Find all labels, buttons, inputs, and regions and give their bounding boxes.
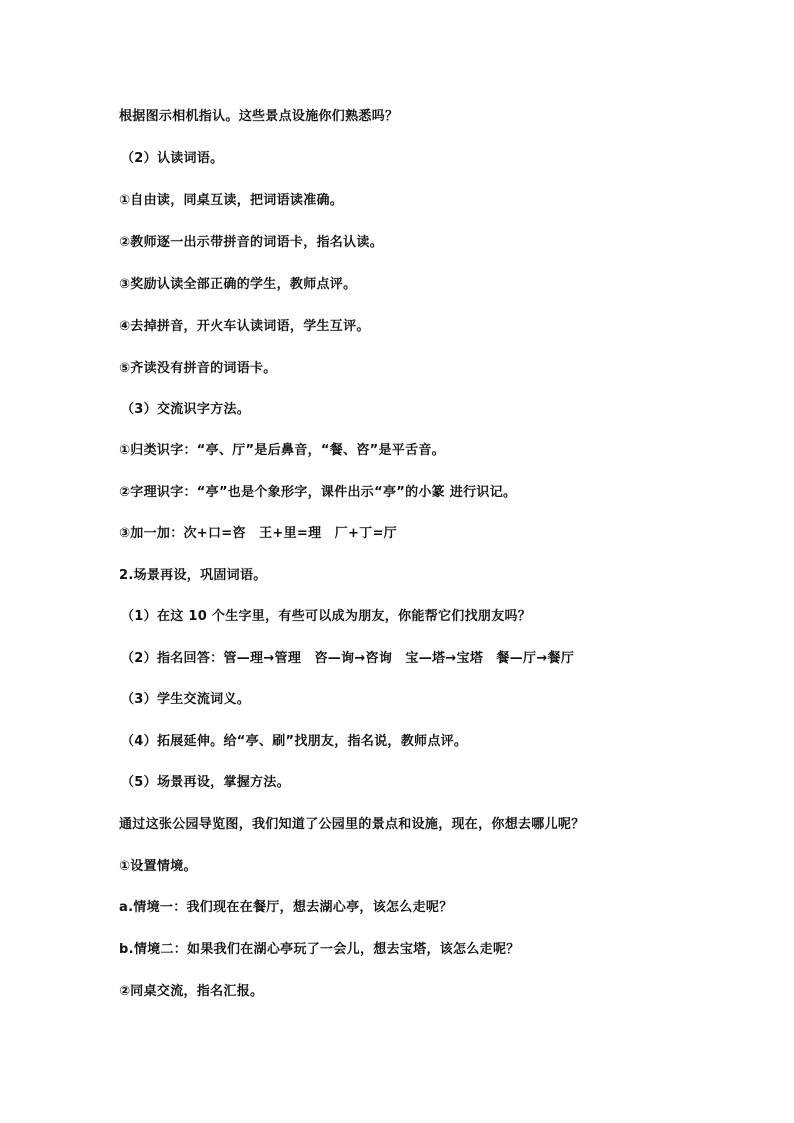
paragraph-intro-question: 根据图示相机指认。这些景点设施你们熟悉吗？	[119, 109, 399, 124]
paragraph-park-map: 通过这张公园导览图，我们知道了公园里的景点和设施，现在，你想去哪儿呢？	[119, 817, 585, 832]
list-item: （1）在这 10 个生字里，有些可以成为朋友，你能帮它们找朋友吗？	[121, 609, 532, 624]
list-item: （5）场景再设，掌握方法。	[121, 775, 290, 790]
list-item: ②字理识字：“亭”也是个象形字，课件出示“亭”的小篆 进行识记。	[119, 485, 517, 500]
list-item: ②同桌交流，指名汇报。	[119, 984, 264, 999]
list-item: （3）学生交流词义。	[121, 692, 251, 707]
list-item: a.情境一：我们现在在餐厅，想去湖心亭，该怎么走呢？	[119, 900, 453, 915]
list-item: ②教师逐一出示带拼音的词语卡，指名认读。	[119, 235, 384, 250]
list-item: ①设置情境。	[119, 859, 197, 874]
section-heading-read-words: （2）认读词语。	[121, 151, 224, 166]
list-item: （4）拓展延伸。给“亭、刷”找朋友，指名说，教师点评。	[121, 734, 468, 749]
list-item: ①归类识字：“亭、厅”是后鼻音，“餐、咨”是平舌音。	[119, 443, 445, 458]
list-item: b.情境二：如果我们在湖心亭玩了一会儿，想去宝塔，该怎么走呢？	[119, 942, 520, 957]
list-item: ③奖励认读全部正确的学生，教师点评。	[119, 277, 357, 292]
list-item: ①自由读，同桌互读，把词语读准确。	[119, 193, 344, 208]
section-heading-scene-reset: 2.场景再设，巩固词语。	[119, 568, 267, 583]
list-item: （2）指名回答：管—理→管理 咨—询→咨询 宝—塔→宝塔 餐—厅→餐厅	[121, 651, 575, 666]
list-item: ③加一加：次+口=咨 王+里=理 厂+丁=厅	[119, 526, 397, 541]
list-item: ⑤齐读没有拼音的词语卡。	[119, 361, 277, 376]
section-heading-literacy-methods: （3）交流识字方法。	[121, 402, 251, 417]
list-item: ④去掉拼音，开火车认读词语，学生互评。	[119, 319, 370, 334]
